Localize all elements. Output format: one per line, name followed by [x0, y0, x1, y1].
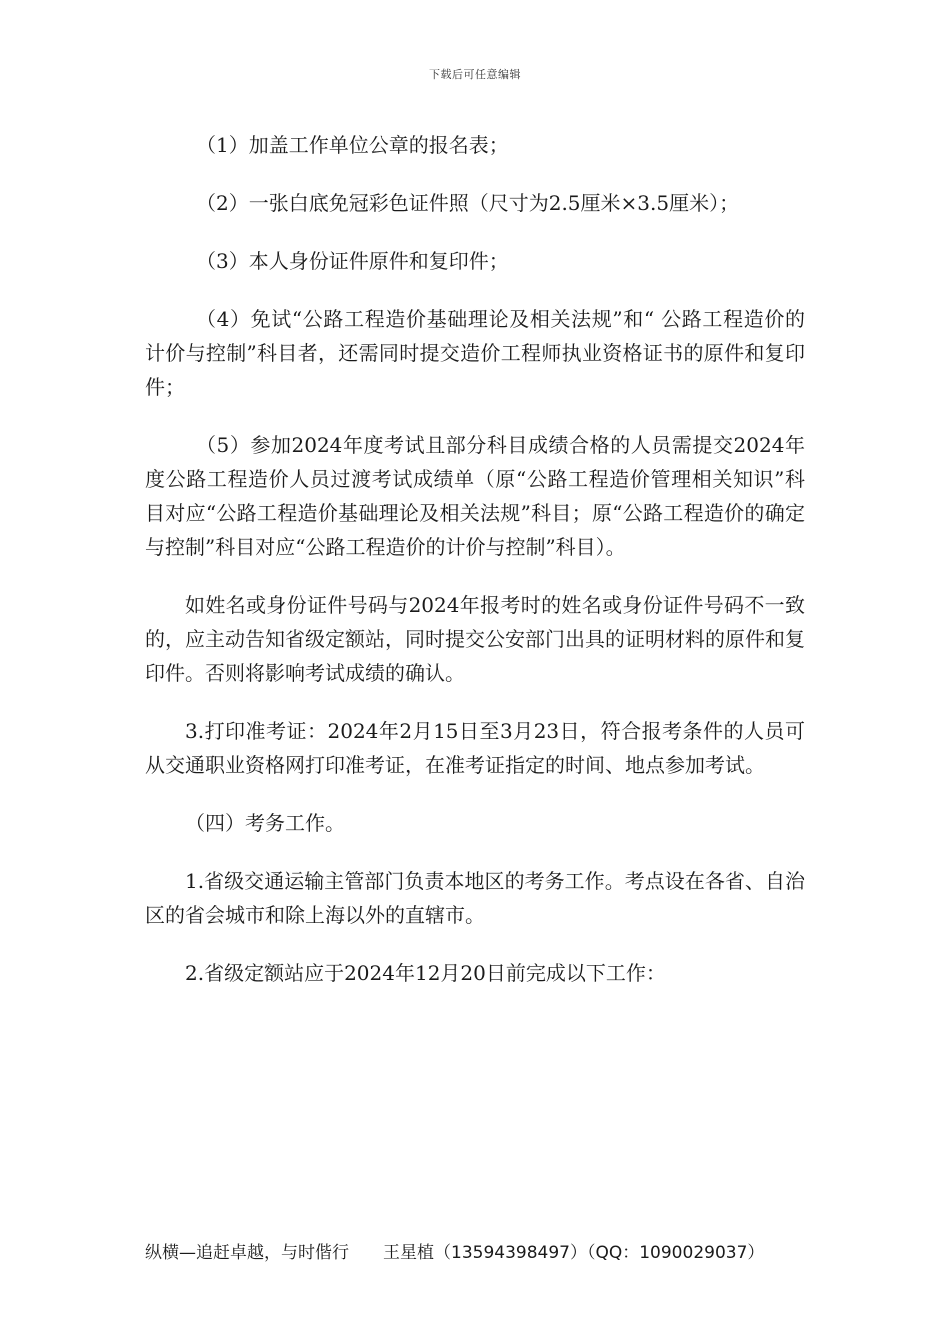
paragraph-item-1: （1）加盖工作单位公章的报名表； — [196, 133, 509, 157]
footer-contact: 王星植（13594398497）（QQ：1090029037） — [383, 1243, 765, 1263]
paragraph-exam-affairs-2: 2.省级定额站应于2024年12月20日前完成以下工作： — [185, 961, 666, 985]
paragraph-admission-ticket: 3.打印准考证：2024年2月15日至3月23日，符合报考条件的人员可从交通职业资格网打印准考证，在准考证指定的时间、地点参加考试。 — [145, 719, 805, 777]
header-note: 下载后可任意编辑 — [429, 68, 521, 81]
footer — [145, 1238, 764, 1263]
footer-slogan: 纵横—追赶卓越，与时偕行 — [145, 1243, 349, 1263]
paragraph-item-4: （4）免试“公路工程造价基础理论及相关法规”和“ 公路工程造价的计价与控制”科目者，还需同时提交造价工程师执业资格证书的原件和复印件； — [145, 307, 805, 399]
paragraph-exam-affairs-1: 1.省级交通运输主管部门负责本地区的考务工作。考点设在各省、自治区的省会城市和除上海以外的直辖市。 — [145, 869, 805, 927]
paragraph-item-3: （3）本人身份证件原件和复印件； — [196, 249, 509, 273]
paragraph-item-2: （2）一张白底免冠彩色证件照（尺寸为2.5厘米×3.5厘米）； — [196, 191, 740, 215]
document-body — [145, 128, 805, 1014]
section-heading-exam-affairs: （四）考务工作。 — [185, 811, 345, 835]
paragraph-item-5: （5）参加2024年度考试且部分科目成绩合格的人员需提交2024年度公路工程造价人员过渡考试成绩单（原“公路工程造价管理相关知识”科目对应“公路工程造价基础理论及相关法规”科目；原“公路工程造价的确定与控制”科目对应“公路工程造价的计价与控制”科目）。 — [145, 433, 805, 559]
paragraph-name-mismatch: 如姓名或身份证件号码与2024年报考时的姓名或身份证件号码不一致的，应主动告知省级定额站，同时提交公安部门出具的证明材料的原件和复印件。否则将影响考试成绩的确认。 — [145, 593, 805, 685]
